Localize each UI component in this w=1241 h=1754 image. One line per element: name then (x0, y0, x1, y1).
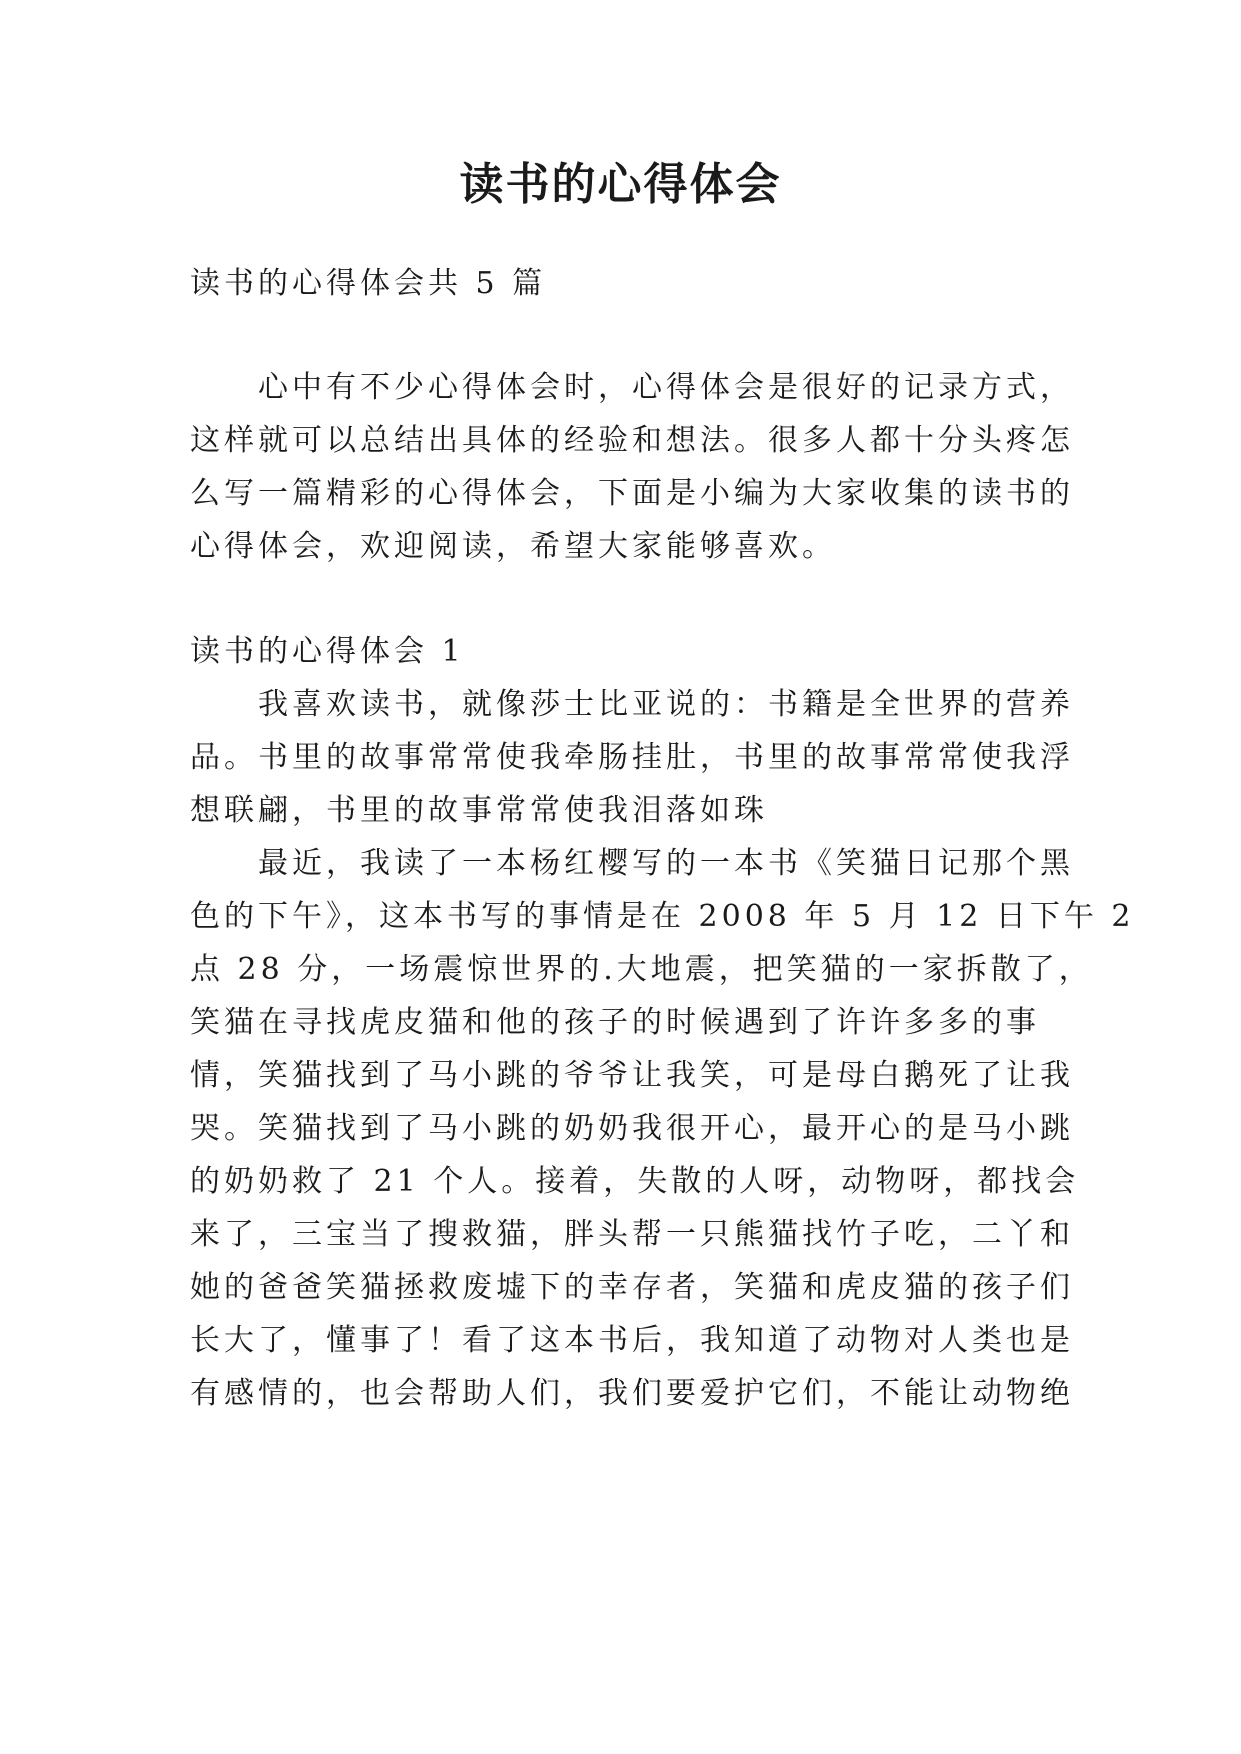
intro-line: 么写一篇精彩的心得体会，下面是小编为大家收集的读书的 (190, 476, 1074, 511)
paragraph-line: 有感情的，也会帮助人们，我们要爱护它们，不能让动物绝 (190, 1376, 1074, 1411)
paragraph-line: 情，笑猫找到了马小跳的爷爷让我笑，可是母白鹅死了让我 (190, 1058, 1074, 1093)
document-title: 读书的心得体会 (459, 159, 782, 210)
paragraph-line: 想联翩，书里的故事常常使我泪落如珠 (190, 793, 768, 828)
paragraph-line: 品。书里的故事常常使我牵肠挂肚，书里的故事常常使我浮 (190, 740, 1074, 775)
intro-line: 心得体会，欢迎阅读，希望大家能够喜欢。 (190, 529, 836, 564)
section-heading: 读书的心得体会 1 (190, 634, 465, 669)
paragraph-line: 她的爸爸笑猫拯救废墟下的幸存者，笑猫和虎皮猫的孩子们 (190, 1270, 1074, 1305)
paragraph-line: 最近，我读了一本杨红樱写的一本书《笑猫日记那个黑 (258, 846, 1074, 881)
intro-line: 心中有不少心得体会时，心得体会是很好的记录方式， (258, 370, 1074, 405)
paragraph-line: 笑猫在寻找虎皮猫和他的孩子的时候遇到了许许多多的事 (190, 1005, 1040, 1040)
paragraph-line: 点 28 分，一场震惊世界的.大地震，把笑猫的一家拆散了， (190, 952, 1093, 987)
document-subtitle: 读书的心得体会共 5 篇 (190, 266, 547, 301)
intro-line: 这样就可以总结出具体的经验和想法。很多人都十分头疼怎 (190, 423, 1074, 458)
paragraph-line: 长大了，懂事了！看了这本书后，我知道了动物对人类也是 (190, 1323, 1074, 1358)
paragraph-line: 色的下午》，这本书写的事情是在 2008 年 5 月 12 日下午 2 (190, 899, 1135, 934)
paragraph-line: 我喜欢读书，就像莎士比亚说的：书籍是全世界的营养 (258, 687, 1074, 722)
paragraph-line: 哭。笑猫找到了马小跳的奶奶我很开心，最开心的是马小跳 (190, 1111, 1074, 1146)
paragraph-line: 的奶奶救了 21 个人。接着，失散的人呀，动物呀，都找会 (190, 1164, 1080, 1199)
paragraph-line: 来了，三宝当了搜救猫，胖头帮一只熊猫找竹子吃，二丫和 (190, 1217, 1074, 1252)
